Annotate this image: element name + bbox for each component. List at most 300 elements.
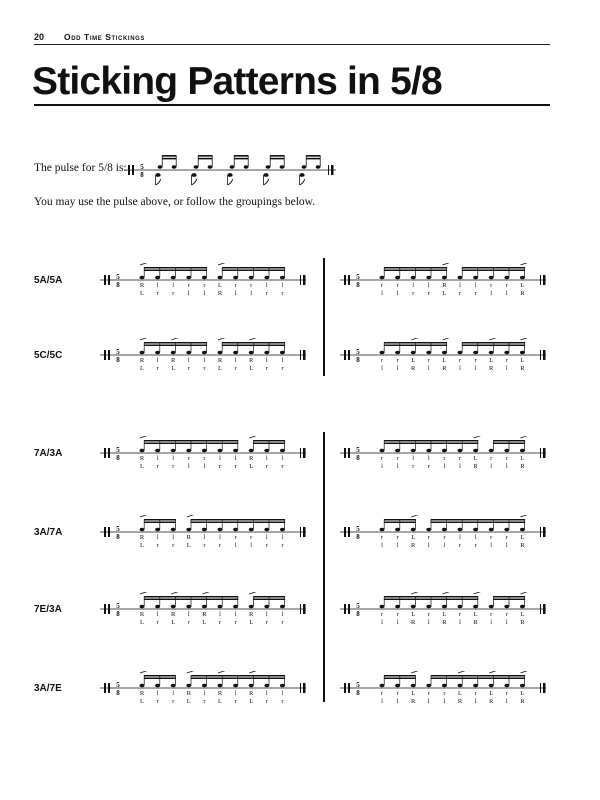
sticking-top: l	[281, 534, 284, 541]
beam	[162, 155, 177, 157]
sticking-top: L	[520, 534, 525, 541]
section-title: Odd Time Stickings	[64, 32, 145, 42]
note-head	[155, 173, 160, 177]
note-head	[249, 684, 254, 688]
percussion-clef-icon	[108, 448, 110, 458]
time-signature	[356, 446, 360, 462]
note-head	[233, 528, 238, 532]
note-head	[171, 528, 176, 532]
beam	[222, 267, 285, 269]
note-head	[172, 165, 177, 169]
accent-mark	[218, 263, 224, 265]
note-head	[280, 351, 285, 355]
sticking-top: r	[427, 611, 430, 618]
note-head	[264, 684, 269, 688]
barline-final	[543, 448, 546, 458]
note-head	[411, 684, 416, 688]
sticking	[140, 357, 284, 372]
note-head	[458, 351, 463, 355]
sticking-bottom: l	[396, 698, 399, 705]
sticking-top: R	[217, 690, 223, 697]
percussion-clef-icon	[344, 604, 346, 614]
note-head	[504, 351, 509, 355]
sticking-bottom: r	[458, 290, 462, 297]
note-head	[504, 605, 509, 609]
time-signature-denominator: 8	[116, 356, 120, 364]
sticking-top: l	[474, 282, 477, 289]
sticking-top: R	[442, 282, 447, 289]
accent-mark	[489, 671, 495, 673]
percussion-clef-icon	[104, 448, 106, 458]
note-head	[233, 351, 238, 355]
measure	[340, 515, 558, 559]
note-head	[473, 605, 478, 609]
note-head	[264, 449, 269, 453]
sticking-bottom: l	[505, 698, 508, 705]
note-head	[458, 605, 463, 609]
note-head	[140, 351, 145, 355]
percussion-clef-icon	[344, 448, 346, 458]
sticking-top: r	[187, 282, 190, 289]
sticking-top: r	[505, 357, 508, 364]
column-divider	[323, 258, 325, 376]
note-head	[249, 276, 254, 280]
sticking	[381, 534, 525, 549]
accent-mark	[140, 515, 146, 517]
sticking-top: l	[234, 611, 237, 618]
time-signature-numerator: 5	[116, 446, 120, 454]
barline-final	[543, 604, 546, 614]
sticking-top: R	[249, 455, 254, 462]
percussion-clef-icon	[104, 350, 106, 360]
note-head	[218, 449, 223, 453]
sticking-top: r	[380, 690, 384, 697]
sticking-top: r	[396, 690, 399, 697]
time-signature	[116, 273, 120, 289]
beam	[306, 158, 321, 160]
note-head	[442, 684, 447, 688]
beam	[431, 519, 525, 521]
barline-final	[543, 683, 546, 693]
note-head	[140, 528, 145, 532]
sticking-top: l	[281, 282, 284, 289]
beam	[384, 596, 478, 598]
note-head	[194, 165, 199, 169]
note-head	[155, 276, 160, 280]
measure	[100, 338, 318, 382]
sticking-bottom: l	[490, 463, 493, 470]
row-label: 3A/7E	[34, 683, 62, 694]
sticking-top: l	[427, 282, 430, 289]
sticking-bottom: l	[474, 365, 477, 372]
beam	[493, 440, 525, 442]
time-signature	[356, 348, 360, 364]
sticking-bottom: L	[186, 698, 191, 705]
percussion-clef-icon	[344, 350, 346, 360]
sticking-top: l	[172, 690, 175, 697]
accent-mark	[171, 338, 177, 340]
note-head	[208, 165, 213, 169]
time-signature-denominator: 8	[140, 171, 144, 179]
sticking-top: r	[474, 690, 477, 697]
beam	[384, 440, 478, 442]
sticking-top: L	[411, 357, 416, 364]
barline	[300, 275, 301, 285]
time-signature	[356, 273, 360, 289]
sticking-top: R	[139, 455, 145, 462]
accent-mark	[520, 515, 526, 517]
beam	[162, 158, 177, 160]
sticking-bottom: r	[281, 290, 284, 297]
note-head	[458, 684, 463, 688]
sticking-top: r	[505, 534, 508, 541]
sticking-bottom: r	[265, 698, 268, 705]
sticking-top: R	[202, 611, 207, 618]
sticking-bottom: r	[281, 365, 284, 372]
beam	[144, 596, 238, 598]
sticking-top: r	[234, 282, 237, 289]
note-head	[171, 605, 176, 609]
note-head	[473, 528, 478, 532]
row-label: 3A/7A	[34, 527, 63, 538]
note-head	[411, 605, 416, 609]
sticking-bottom: r	[234, 619, 237, 626]
note-flag	[228, 179, 233, 185]
time-signature-denominator: 8	[356, 533, 360, 541]
percussion-clef-icon	[104, 275, 106, 285]
sticking-top: l	[219, 534, 221, 541]
beam	[234, 158, 249, 160]
beam	[384, 519, 416, 521]
note-head	[140, 276, 145, 280]
note-head	[263, 173, 268, 177]
barline	[300, 448, 301, 458]
sticking-bottom: l	[381, 542, 383, 549]
sticking-top: l	[234, 357, 237, 364]
barline-final	[303, 683, 306, 693]
sticking-bottom: R	[473, 463, 478, 470]
time-signature-denominator: 8	[116, 610, 120, 618]
note-head	[380, 684, 385, 688]
percussion-clef-icon	[104, 604, 106, 614]
accent-mark	[249, 592, 255, 594]
sticking-top: r	[396, 455, 399, 462]
accent-mark	[249, 436, 255, 438]
note-head	[442, 605, 447, 609]
note-head	[280, 605, 285, 609]
sticking-bottom: r	[218, 463, 222, 470]
row-label: 7A/3A	[34, 448, 63, 459]
sticking-bottom: l	[203, 290, 206, 297]
note-head	[191, 173, 196, 177]
barline-final	[331, 165, 334, 175]
note-head	[233, 276, 238, 280]
sticking-bottom: r	[234, 463, 237, 470]
note-head	[380, 528, 385, 532]
note-head	[504, 528, 509, 532]
note-head	[202, 605, 207, 609]
sticking-top: R	[217, 357, 223, 364]
accent-mark	[411, 515, 417, 517]
sticking-bottom: R	[411, 542, 416, 549]
note-head	[218, 276, 223, 280]
note-head	[473, 449, 478, 453]
sticking-bottom: r	[203, 542, 206, 549]
measure	[340, 263, 558, 307]
note-head	[473, 351, 478, 355]
note-head	[504, 684, 509, 688]
sticking-top: l	[156, 455, 159, 462]
accent-mark	[202, 592, 208, 594]
note-head	[155, 684, 160, 688]
beam	[270, 155, 285, 157]
note-head	[249, 449, 254, 453]
sticking-bottom: R	[411, 365, 416, 372]
note-head	[426, 449, 431, 453]
time-signature-numerator: 5	[116, 273, 120, 281]
sticking-bottom: r	[172, 463, 175, 470]
note-head	[489, 351, 494, 355]
sticking-bottom: l	[234, 542, 237, 549]
sticking-top: L	[473, 455, 478, 462]
sticking-bottom: r	[474, 290, 477, 297]
percussion-clef-icon	[128, 165, 130, 175]
sticking-top: L	[520, 455, 525, 462]
accent-mark	[411, 671, 417, 673]
sticking-bottom: l	[427, 365, 430, 372]
sticking-top: L	[473, 611, 478, 618]
note-head	[249, 351, 254, 355]
time-signature-denominator: 8	[116, 689, 120, 697]
note-head	[202, 528, 207, 532]
beam	[384, 270, 447, 272]
sticking-bottom: l	[459, 365, 461, 372]
note-head	[171, 276, 176, 280]
sticking	[381, 357, 525, 372]
pulse-note: You may use the pulse above, or follow the groupings below.	[34, 196, 316, 208]
note-head	[489, 528, 494, 532]
sticking-top: l	[203, 534, 206, 541]
note-head	[380, 605, 385, 609]
time-signature-numerator: 5	[356, 348, 360, 356]
time-signature-numerator: 5	[356, 602, 360, 610]
beam	[384, 267, 447, 269]
measure	[340, 436, 558, 480]
barline	[300, 604, 301, 614]
running-header	[34, 30, 550, 45]
accent-mark	[249, 338, 255, 340]
sticking-bottom: R	[489, 698, 494, 705]
sticking-bottom: L	[140, 698, 144, 705]
note-head	[442, 528, 447, 532]
time-signature-denominator: 8	[356, 454, 360, 462]
sticking	[140, 282, 284, 297]
accent-mark	[171, 592, 177, 594]
beam	[462, 342, 525, 344]
sticking-top: l	[172, 455, 175, 462]
sticking-bottom: L	[140, 542, 144, 549]
accent-mark	[411, 338, 417, 340]
barline-final	[303, 604, 306, 614]
barline	[300, 683, 301, 693]
sticking-top: r	[396, 357, 399, 364]
note-head	[442, 276, 447, 280]
note-head	[426, 528, 431, 532]
sticking-bottom: l	[490, 619, 493, 626]
sticking-top: r	[458, 611, 462, 618]
beam	[493, 596, 525, 598]
note-head	[280, 276, 285, 280]
time-signature	[116, 446, 120, 462]
sticking-bottom: r	[218, 542, 222, 549]
beam	[462, 270, 525, 272]
barline-final	[303, 448, 306, 458]
sticking-top: R	[171, 611, 176, 618]
sticking-top: r	[490, 455, 493, 462]
sticking-bottom: r	[234, 365, 237, 372]
sticking-bottom: r	[156, 365, 159, 372]
accent-mark	[474, 436, 480, 438]
note-head	[218, 351, 223, 355]
accent-mark	[474, 592, 480, 594]
note-head	[186, 276, 191, 280]
note-head	[171, 684, 176, 688]
sticking-top: R	[186, 534, 191, 541]
sticking-bottom: r	[187, 619, 190, 626]
note-head	[280, 449, 285, 453]
sticking-top: r	[380, 455, 384, 462]
note-head	[244, 165, 249, 169]
time-signature	[356, 681, 360, 697]
sticking-bottom: r	[458, 542, 462, 549]
time-signature	[140, 163, 144, 179]
sticking-bottom: R	[489, 365, 494, 372]
beam	[384, 675, 416, 677]
note-head	[426, 605, 431, 609]
beam	[144, 267, 207, 269]
sticking-top: r	[505, 611, 508, 618]
sticking-bottom: r	[156, 619, 159, 626]
note-head	[202, 449, 207, 453]
sticking-bottom: l	[396, 542, 399, 549]
beam	[144, 342, 207, 344]
beam	[222, 345, 285, 347]
note-head	[171, 449, 176, 453]
sticking-bottom: r	[172, 542, 175, 549]
sticking-bottom: r	[265, 290, 268, 297]
sticking-bottom: l	[381, 698, 383, 705]
sticking-top: l	[412, 282, 415, 289]
barline	[328, 165, 329, 175]
note-head	[473, 684, 478, 688]
sticking-bottom: l	[187, 290, 190, 297]
accent-mark	[442, 592, 448, 594]
sticking-bottom: L	[171, 619, 176, 626]
accent-mark	[218, 671, 224, 673]
sticking-top: L	[411, 534, 416, 541]
sticking-bottom: l	[427, 619, 430, 626]
time-signature-numerator: 5	[116, 525, 120, 533]
percussion-clef-icon	[348, 527, 350, 537]
sticking-top: l	[172, 282, 175, 289]
sticking-bottom: R	[457, 698, 463, 705]
sticking-top: l	[265, 357, 268, 364]
sticking-top: L	[411, 611, 416, 618]
beam	[253, 599, 285, 601]
note-head	[249, 528, 254, 532]
sticking-top: r	[234, 534, 237, 541]
beam	[234, 155, 249, 157]
sticking-top: l	[474, 534, 477, 541]
time-signature-numerator: 5	[356, 681, 360, 689]
sticking-top: r	[396, 534, 399, 541]
percussion-clef-icon	[344, 275, 346, 285]
sticking-bottom: L	[249, 619, 254, 626]
sticking-bottom: l	[396, 619, 399, 626]
sticking-top: r	[380, 534, 384, 541]
note-head	[380, 449, 385, 453]
beam	[431, 678, 525, 680]
time-signature	[356, 602, 360, 618]
note-head	[520, 605, 525, 609]
sticking-bottom: l	[381, 365, 383, 372]
measure	[100, 671, 318, 715]
sticking-top: r	[474, 357, 477, 364]
sticking-top: R	[186, 690, 191, 697]
sticking-top: l	[265, 611, 268, 618]
sticking-bottom: L	[218, 698, 222, 705]
sticking-top: l	[459, 534, 461, 541]
sticking-bottom: L	[140, 290, 144, 297]
sticking-top: r	[427, 357, 430, 364]
note-head	[155, 351, 160, 355]
sticking-bottom: L	[186, 542, 191, 549]
note-flag	[300, 179, 305, 185]
time-signature-numerator: 5	[356, 273, 360, 281]
beam	[431, 675, 525, 677]
sticking-top: R	[139, 282, 145, 289]
sticking-bottom: r	[265, 619, 268, 626]
note-head	[395, 449, 400, 453]
sticking-bottom: r	[203, 698, 206, 705]
sticking-bottom: r	[218, 619, 222, 626]
sticking-top: r	[396, 282, 399, 289]
sticking-top: L	[520, 282, 525, 289]
sticking-bottom: l	[505, 619, 508, 626]
accent-mark	[249, 671, 255, 673]
percussion-clef-icon	[104, 527, 106, 537]
percussion-clef-icon	[108, 275, 110, 285]
sticking-bottom: R	[217, 290, 223, 297]
accent-mark	[489, 338, 495, 340]
note-head	[458, 528, 463, 532]
note-head	[227, 173, 232, 177]
beam	[253, 596, 285, 598]
sticking-bottom: l	[505, 290, 508, 297]
sticking-bottom: l	[427, 698, 430, 705]
sticking-top: l	[265, 455, 268, 462]
sticking-bottom: l	[490, 542, 493, 549]
sticking-top: L	[218, 282, 222, 289]
note-head	[426, 351, 431, 355]
sticking-bottom: r	[281, 463, 284, 470]
sticking-top: R	[139, 690, 145, 697]
note-head	[520, 449, 525, 453]
sticking-bottom: l	[250, 290, 253, 297]
sticking-top: r	[443, 534, 446, 541]
sticking-bottom: l	[459, 463, 461, 470]
measure	[340, 338, 558, 382]
